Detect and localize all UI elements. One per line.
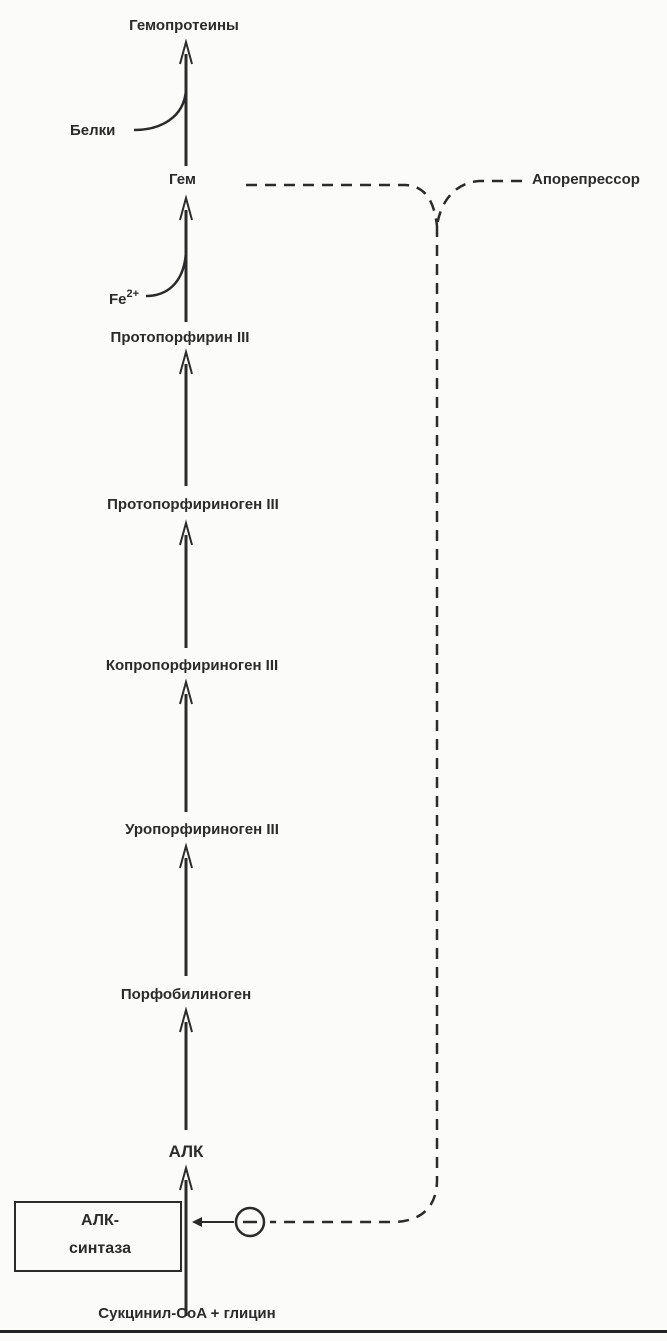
label-iron — [109, 289, 139, 307]
feedback-heme-line — [246, 185, 437, 226]
enzyme-label-line1: АЛК- — [80, 1212, 120, 1229]
iron-input-curve — [146, 252, 186, 296]
label-proteins: Белки — [70, 122, 116, 139]
enzyme-label-line2: синтаза — [69, 1240, 131, 1257]
label-coproporphyrinogen: Копропорфириноген III — [105, 657, 279, 674]
label-uroporphyrinogen: Уропорфириноген III — [125, 821, 279, 838]
label-aporepressor: Апорепрессор — [532, 171, 640, 188]
label-protoporphyrinogen: Протопорфириноген III — [107, 496, 279, 513]
label-protoporphyrin: Протопорфирин III — [110, 329, 250, 346]
feedback-vertical-line — [270, 226, 437, 1222]
label-iron-base: Fe — [109, 291, 127, 308]
label-heme: Гем — [169, 171, 196, 188]
proteins-input-curve — [134, 90, 186, 130]
label-hemoproteins: Гемопротеины — [129, 17, 239, 34]
label-iron-charge: 2+ — [126, 288, 140, 300]
label-substrates: Сукцинил-CoA + глицин — [98, 1305, 276, 1322]
ala-synthase-box — [14, 1201, 182, 1272]
bottom-rule — [0, 1330, 667, 1333]
label-ala: АЛК — [168, 1142, 204, 1161]
label-porphobilinogen: Порфобилиноген — [120, 986, 252, 1003]
feedback-aporepressor-line — [437, 181, 522, 226]
